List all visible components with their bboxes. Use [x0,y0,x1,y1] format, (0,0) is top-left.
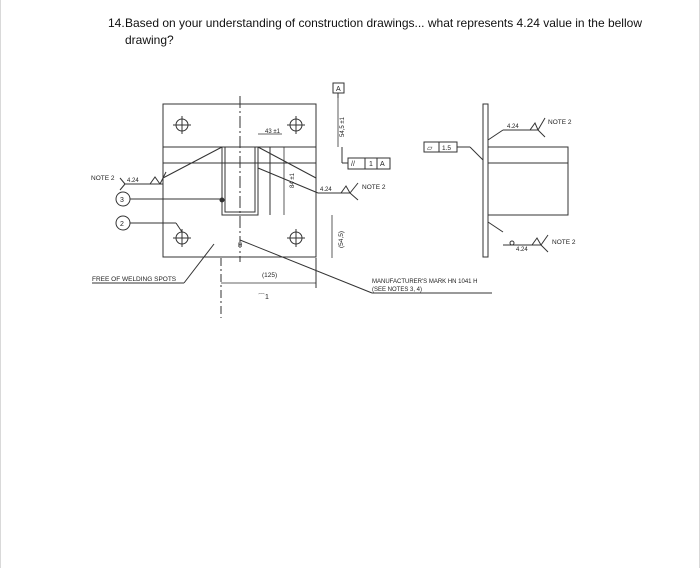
weld-value-left: 4.24 [127,178,139,184]
balloon-2 [116,216,182,232]
flatness-tolerance: 1.5 [442,145,452,152]
dim-545-ref-text: (54,5) [338,231,345,248]
balloon-3 [116,192,224,206]
free-welding-text: FREE OF WELDING SPOTS [92,276,177,283]
weld-symbol-left [91,172,166,190]
side-view [424,104,576,257]
side-weld-bottom [488,222,503,232]
front-view [91,83,492,318]
free-welding-leader-d [184,244,214,283]
bottom-mark: ⌒1 [258,294,269,301]
manufacturer-leader-d [240,240,372,293]
parallelism-frame [342,147,390,169]
bolt-hole-bottom-right [287,229,305,247]
dim-545-text: 54,5 ±1 [340,117,346,137]
side-bracket [488,147,568,215]
dim-125-text: (125) [262,272,278,279]
weld-value-side-top: 4.24 [507,124,519,130]
dim-43-text: 43 ±1 [265,129,280,135]
question-text: Based on your understanding of construction drawings... what represents 4.24 value in the bellow drawing? [125,16,642,47]
weld-symbol-side-bottom [503,235,576,253]
parallelism-symbol: // [351,161,355,168]
note-center: NOTE 2 [362,184,386,191]
svg-text:3: 3 [120,197,124,204]
side-plate [483,104,488,257]
note-side-top: NOTE 2 [548,119,572,126]
weld-value-side-bottom: 4.24 [516,247,528,253]
svg-text:2: 2 [120,221,124,228]
dim-84-text: 84 ±1 [290,173,296,188]
weld-symbol-side-top [503,118,572,137]
flatness-symbol: ▱ [427,145,433,152]
parallelism-tolerance: 1 [369,161,373,168]
parallelism-datum: A [380,161,385,168]
weld-symbol-center [258,168,386,200]
bolt-hole-top-right [287,116,305,134]
section-mark: H [238,243,243,249]
note-left: NOTE 2 [91,175,115,182]
manufacturer-line1: MANUFACTURER'S MARK HN 1041 H [372,279,478,285]
bolt-hole-top-left [173,116,191,134]
flatness-frame [424,142,483,160]
datum-a-text: A [336,86,341,93]
side-weld-top [488,130,503,140]
question-number: 14. [108,16,125,30]
weld-value-center: 4.24 [320,187,332,193]
note-side-bottom: NOTE 2 [552,239,576,246]
manufacturer-line2: (SEE NOTES 3, 4) [372,287,423,293]
